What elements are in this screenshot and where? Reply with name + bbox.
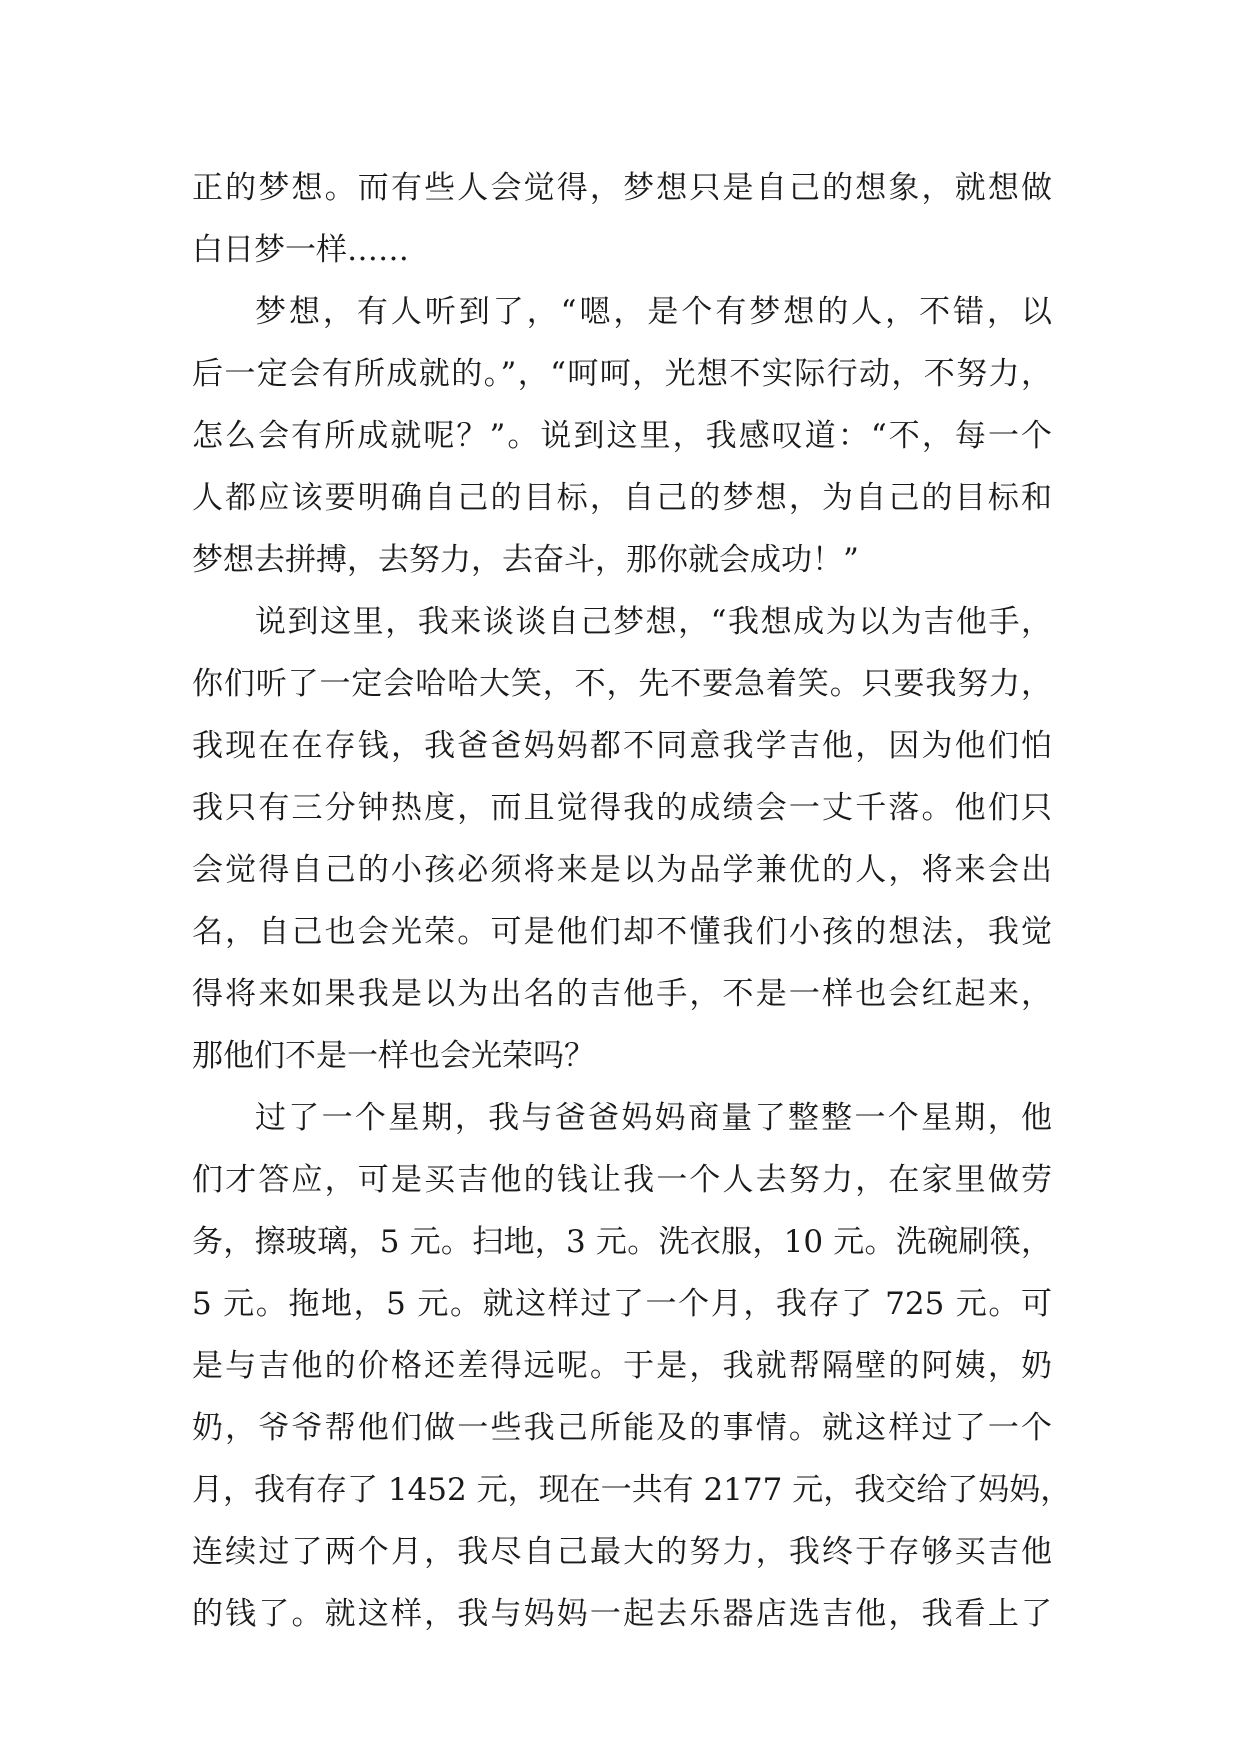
- text-line: 5 元。拖地，5 元。就这样过了一个月，我存了 725 元。可: [192, 1286, 1052, 1322]
- text-line: 正的梦想。而有些人会觉得，梦想只是自己的想象，就想做: [192, 170, 1052, 206]
- paragraph-first-line: 过了一个星期，我与爸爸妈妈商量了整整一个星期，他: [255, 1100, 1052, 1136]
- text-line: 的钱了。就这样，我与妈妈一起去乐器店选吉他，我看上了: [192, 1596, 1052, 1632]
- text-line: 白日梦一样……: [192, 232, 409, 268]
- text-line: 是与吉他的价格还差得远呢。于是，我就帮隔壁的阿姨，奶: [192, 1348, 1052, 1384]
- text-line: 务，擦玻璃，5 元。扫地，3 元。洗衣服，10 元。洗碗刷筷，: [192, 1224, 1052, 1260]
- paragraph-first-line: 梦想，有人听到了，“嗯，是个有梦想的人，不错，以: [255, 294, 1052, 330]
- text-line: 月，我有存了 1452 元，现在一共有 2177 元，我交给了妈妈，: [192, 1472, 1072, 1508]
- text-line: 我现在在存钱，我爸爸妈妈都不同意我学吉他，因为他们怕: [192, 728, 1052, 764]
- text-line: 人都应该要明确自己的目标，自己的梦想，为自己的目标和: [192, 480, 1052, 516]
- text-line: 名，自己也会光荣。可是他们却不懂我们小孩的想法，我觉: [192, 914, 1052, 950]
- text-line: 梦想去拼搏，去努力，去奋斗，那你就会成功！”: [192, 542, 859, 578]
- body-text: [192, 157, 1072, 1645]
- text-line: 得将来如果我是以为出名的吉他手，不是一样也会红起来，: [192, 976, 1052, 1012]
- text-line: 你们听了一定会哈哈大笑，不，先不要急着笑。只要我努力，: [192, 666, 1052, 702]
- text-line: 后一定会有所成就的。”，“呵呵，光想不实际行动，不努力，: [192, 356, 1052, 392]
- text-line: 会觉得自己的小孩必须将来是以为品学兼优的人，将来会出: [192, 852, 1052, 888]
- text-line: 怎么会有所成就呢？”。说到这里，我感叹道：“不，每一个: [192, 418, 1052, 454]
- paragraph-first-line: 说到这里，我来谈谈自己梦想，“我想成为以为吉他手，: [255, 604, 1052, 640]
- text-line: 那他们不是一样也会光荣吗？: [192, 1038, 595, 1074]
- text-line: 们才答应，可是买吉他的钱让我一个人去努力，在家里做劳: [192, 1162, 1052, 1198]
- text-line: 我只有三分钟热度，而且觉得我的成绩会一丈千落。他们只: [192, 790, 1052, 826]
- text-line: 奶，爷爷帮他们做一些我己所能及的事情。就这样过了一个: [192, 1410, 1052, 1446]
- text-line: 连续过了两个月，我尽自己最大的努力，我终于存够买吉他: [192, 1534, 1052, 1570]
